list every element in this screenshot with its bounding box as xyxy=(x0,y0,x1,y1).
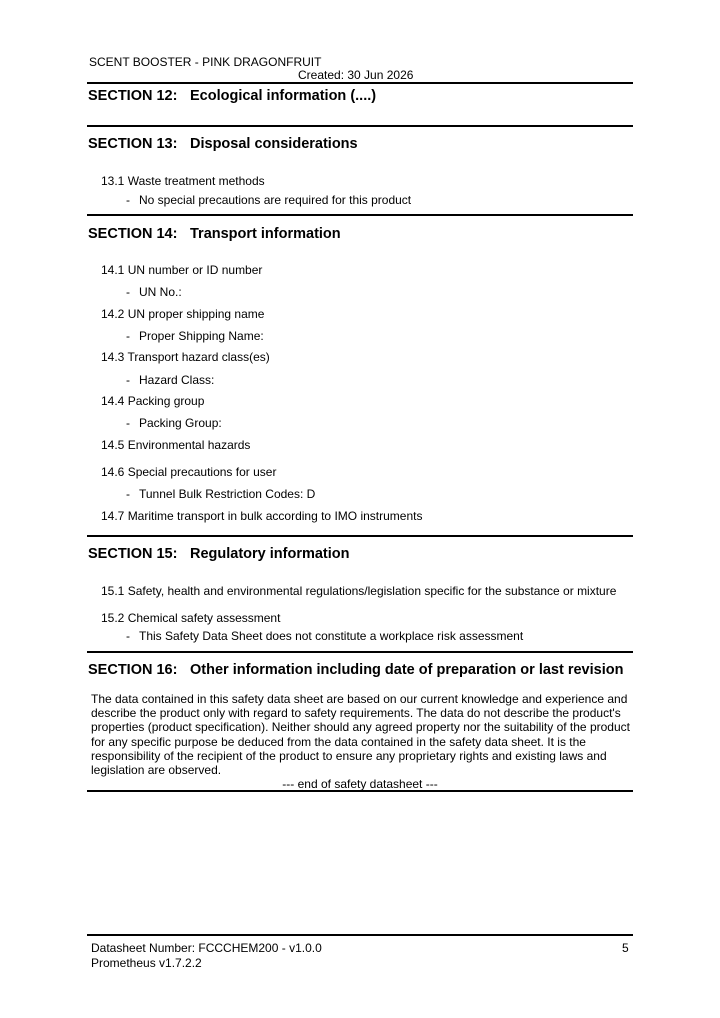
subsection-15-1: 15.1 Safety, health and environmental regulations/legislation specific for the substance or mixture xyxy=(101,584,617,598)
subsection-14-5: 14.5 Environmental hazards xyxy=(101,438,251,452)
section-12-heading xyxy=(88,88,376,104)
subsection-14-4: 14.4 Packing group xyxy=(101,394,205,408)
list-item: - Tunnel Bulk Restriction Codes: D xyxy=(126,487,316,501)
section-number: SECTION 13: xyxy=(88,136,178,152)
section-13-heading xyxy=(88,136,358,152)
list-item: - This Safety Data Sheet does not constitute a workplace risk assessment xyxy=(126,629,524,643)
section-16-heading xyxy=(88,662,623,678)
section-number: SECTION 16: xyxy=(88,662,178,678)
header-created-date: Created: 30 Jun 2026 xyxy=(298,68,414,82)
subsection-14-2: 14.2 UN proper shipping name xyxy=(101,307,265,321)
divider xyxy=(87,790,633,792)
divider xyxy=(87,651,633,653)
section-15-heading xyxy=(88,546,350,562)
list-item: - Proper Shipping Name: xyxy=(126,329,264,343)
end-of-datasheet-note: --- end of safety datasheet --- xyxy=(282,777,438,791)
divider xyxy=(87,214,633,216)
section-title: Disposal considerations xyxy=(190,136,358,152)
footer-datasheet-number: Datasheet Number: FCCCHEM200 - v1.0.0 xyxy=(91,941,322,955)
subsection-14-3: 14.3 Transport hazard class(es) xyxy=(101,350,270,364)
divider xyxy=(87,82,633,84)
subsection-14-7: 14.7 Maritime transport in bulk according to IMO instruments xyxy=(101,509,423,523)
section-number: SECTION 14: xyxy=(88,226,178,242)
section-title: Regulatory information xyxy=(190,546,350,562)
page-number: 5 xyxy=(622,941,629,955)
list-item: - No special precautions are required for this product xyxy=(126,193,412,207)
subsection-15-2: 15.2 Chemical safety assessment xyxy=(101,611,281,625)
divider xyxy=(87,125,633,127)
section-title: Ecological information (....) xyxy=(190,88,377,104)
disclaimer-paragraph: The data contained in this safety data sheet are based on our current knowledge and experience and describe the product only with regard to safety requirements. The data do not describe the product's properties (product specification). Neither should any agreed property nor the suitability of the product for any specific purpose be deduced from the data contained in the safety data sheet. It is the responsibility of the recipient of the product to ensure any proprietary rights and existing laws and legislation are observed. xyxy=(91,692,630,778)
section-number: SECTION 15: xyxy=(88,546,178,562)
list-item: - Packing Group: xyxy=(126,416,222,430)
list-item: - UN No.: xyxy=(126,285,182,299)
subsection-14-6: 14.6 Special precautions for user xyxy=(101,465,277,479)
section-14-heading xyxy=(88,226,341,242)
section-number: SECTION 12: xyxy=(88,88,178,104)
header-product-name: SCENT BOOSTER - PINK DRAGONFRUIT xyxy=(89,55,322,69)
subsection-13-1: 13.1 Waste treatment methods xyxy=(101,174,265,188)
list-item: - Hazard Class: xyxy=(126,373,215,387)
section-title: Other information including date of preparation or last revision xyxy=(190,662,624,678)
divider xyxy=(87,535,633,537)
footer-software-version: Prometheus v1.7.2.2 xyxy=(91,956,202,970)
footer-divider xyxy=(87,934,633,936)
section-title: Transport information xyxy=(190,226,341,242)
footer-info xyxy=(91,941,322,971)
subsection-14-1: 14.1 UN number or ID number xyxy=(101,263,263,277)
